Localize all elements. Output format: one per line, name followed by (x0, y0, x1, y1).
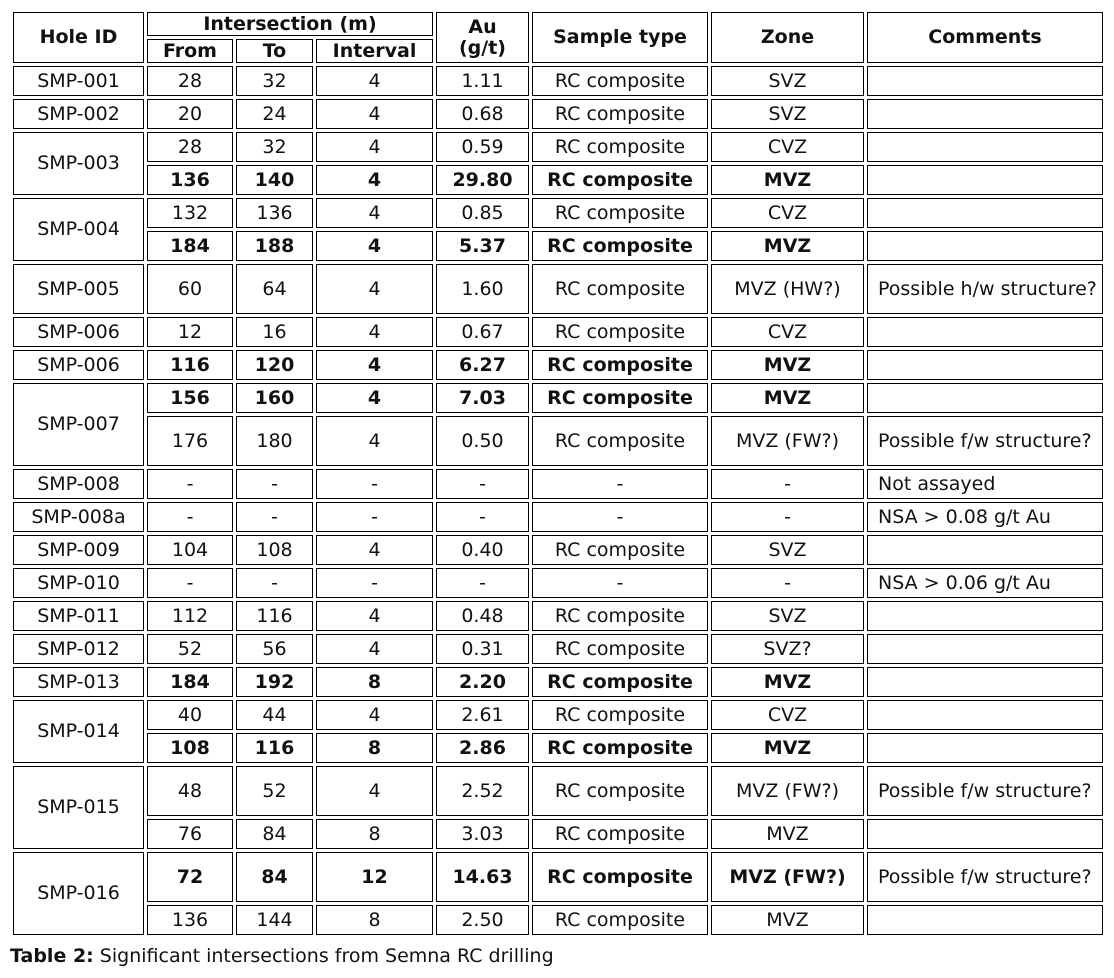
au-cell: 29.80 (436, 165, 529, 195)
from-cell: - (147, 469, 233, 499)
au-cell: 2.20 (436, 667, 529, 697)
from-cell: 108 (147, 733, 233, 763)
interval-cell: 8 (316, 905, 433, 935)
hole-id-cell: SMP-010 (13, 568, 144, 598)
comment-cell (867, 700, 1103, 730)
sample-type-cell: RC composite (532, 132, 708, 162)
sample-type-cell: RC composite (532, 416, 708, 466)
sample-type-cell: RC composite (532, 667, 708, 697)
interval-cell: 4 (316, 99, 433, 129)
comment-cell (867, 317, 1103, 347)
to-cell: 84 (236, 852, 313, 902)
from-cell: 76 (147, 819, 233, 849)
au-cell: 2.52 (436, 766, 529, 816)
hole-id-cell: SMP-015 (13, 766, 144, 849)
interval-cell: 4 (316, 231, 433, 261)
interval-cell: 8 (316, 733, 433, 763)
zone-cell: SVZ (711, 535, 864, 565)
zone-cell: SVZ (711, 99, 864, 129)
hole-id-cell: SMP-016 (13, 852, 144, 935)
sample-type-cell: RC composite (532, 733, 708, 763)
comment-cell: Possible f/w structure? (867, 852, 1103, 902)
zone-cell: CVZ (711, 700, 864, 730)
from-cell: 156 (147, 383, 233, 413)
zone-cell: - (711, 568, 864, 598)
from-cell: 104 (147, 535, 233, 565)
au-cell: 3.03 (436, 819, 529, 849)
from-cell: 136 (147, 905, 233, 935)
to-cell: 136 (236, 198, 313, 228)
zone-cell: MVZ (711, 819, 864, 849)
sample-type-cell: - (532, 568, 708, 598)
table-row (13, 634, 1103, 664)
interval-cell: 4 (316, 66, 433, 96)
au-cell: 0.67 (436, 317, 529, 347)
zone-cell: MVZ (711, 231, 864, 261)
comment-cell (867, 198, 1103, 228)
au-cell: - (436, 568, 529, 598)
sample-type-cell: RC composite (532, 165, 708, 195)
table-row (13, 819, 1103, 849)
zone-cell: SVZ? (711, 634, 864, 664)
interval-cell: 4 (316, 416, 433, 466)
table-row (13, 905, 1103, 935)
zone-cell: SVZ (711, 66, 864, 96)
to-cell: 24 (236, 99, 313, 129)
interval-cell: 4 (316, 132, 433, 162)
comment-cell: Not assayed (867, 469, 1103, 499)
comment-cell (867, 66, 1103, 96)
to-cell: 192 (236, 667, 313, 697)
to-cell: 180 (236, 416, 313, 466)
table-row (13, 469, 1103, 499)
au-cell: 14.63 (436, 852, 529, 902)
zone-cell: MVZ (711, 383, 864, 413)
au-cell: 6.27 (436, 350, 529, 380)
from-cell: 60 (147, 264, 233, 314)
to-cell: 56 (236, 634, 313, 664)
from-cell: 52 (147, 634, 233, 664)
to-cell: 116 (236, 601, 313, 631)
comment-cell: Possible f/w structure? (867, 766, 1103, 816)
sample-type-cell: RC composite (532, 852, 708, 902)
sample-type-cell: RC composite (532, 700, 708, 730)
sample-type-cell: RC composite (532, 317, 708, 347)
from-cell: 40 (147, 700, 233, 730)
header-hole-id: Hole ID (13, 12, 144, 63)
to-cell: - (236, 469, 313, 499)
hole-id-cell: SMP-014 (13, 700, 144, 763)
hole-id-cell: SMP-008a (13, 502, 144, 532)
au-cell: 0.48 (436, 601, 529, 631)
table-row (13, 383, 1103, 413)
zone-cell: MVZ (FW?) (711, 766, 864, 816)
caption-text: Significant intersections from Semna RC drilling (93, 945, 554, 967)
to-cell: 32 (236, 132, 313, 162)
interval-cell: - (316, 469, 433, 499)
from-cell: 116 (147, 350, 233, 380)
interval-cell: 4 (316, 535, 433, 565)
zone-cell: MVZ (711, 667, 864, 697)
table-row (13, 733, 1103, 763)
zone-cell: - (711, 469, 864, 499)
interval-cell: 4 (316, 700, 433, 730)
from-cell: 112 (147, 601, 233, 631)
table-row (13, 231, 1103, 261)
interval-cell: - (316, 568, 433, 598)
to-cell: 32 (236, 66, 313, 96)
au-cell: 5.37 (436, 231, 529, 261)
header-from: From (147, 39, 233, 63)
to-cell: 144 (236, 905, 313, 935)
table-row (13, 165, 1103, 195)
zone-cell: CVZ (711, 198, 864, 228)
interval-cell: 12 (316, 852, 433, 902)
au-cell: 2.61 (436, 700, 529, 730)
table-row (13, 198, 1103, 228)
zone-cell: MVZ (711, 350, 864, 380)
to-cell: 16 (236, 317, 313, 347)
from-cell: 20 (147, 99, 233, 129)
interval-cell: 4 (316, 601, 433, 631)
table-row (13, 264, 1103, 314)
comment-cell (867, 634, 1103, 664)
zone-cell: MVZ (711, 905, 864, 935)
au-cell: 1.60 (436, 264, 529, 314)
sample-type-cell: RC composite (532, 634, 708, 664)
from-cell: 184 (147, 231, 233, 261)
hole-id-cell: SMP-001 (13, 66, 144, 96)
hole-id-cell: SMP-006 (13, 350, 144, 380)
interval-cell: 4 (316, 634, 433, 664)
zone-cell: MVZ (711, 733, 864, 763)
interval-cell: 4 (316, 165, 433, 195)
to-cell: - (236, 568, 313, 598)
header-intersection: Intersection (m) (147, 12, 433, 36)
zone-cell: MVZ (FW?) (711, 852, 864, 902)
from-cell: 132 (147, 198, 233, 228)
to-cell: 108 (236, 535, 313, 565)
from-cell: 176 (147, 416, 233, 466)
comment-cell (867, 733, 1103, 763)
hole-id-cell: SMP-003 (13, 132, 144, 195)
comment-cell (867, 535, 1103, 565)
header-au-line2: (g/t) (459, 36, 506, 59)
au-cell: 2.50 (436, 905, 529, 935)
zone-cell: CVZ (711, 132, 864, 162)
comment-cell: NSA > 0.06 g/t Au (867, 568, 1103, 598)
from-cell: 28 (147, 66, 233, 96)
header-interval: Interval (316, 39, 433, 63)
au-cell: 0.59 (436, 132, 529, 162)
table-row (13, 766, 1103, 816)
au-cell: 0.50 (436, 416, 529, 466)
table-row (13, 317, 1103, 347)
sample-type-cell: - (532, 502, 708, 532)
interval-cell: 4 (316, 317, 433, 347)
sample-type-cell: RC composite (532, 905, 708, 935)
header-comments: Comments (867, 12, 1103, 63)
au-cell: 2.86 (436, 733, 529, 763)
table-caption (10, 945, 554, 967)
table-row (13, 667, 1103, 697)
table-row (13, 132, 1103, 162)
au-cell: 1.11 (436, 66, 529, 96)
comment-cell: NSA > 0.08 g/t Au (867, 502, 1103, 532)
from-cell: - (147, 568, 233, 598)
comment-cell (867, 165, 1103, 195)
to-cell: - (236, 502, 313, 532)
to-cell: 44 (236, 700, 313, 730)
comment-cell (867, 231, 1103, 261)
header-zone: Zone (711, 12, 864, 63)
to-cell: 64 (236, 264, 313, 314)
hole-id-cell: SMP-011 (13, 601, 144, 631)
au-cell: 7.03 (436, 383, 529, 413)
interval-cell: 4 (316, 350, 433, 380)
interval-cell: 4 (316, 383, 433, 413)
interval-cell: - (316, 502, 433, 532)
hole-id-cell: SMP-012 (13, 634, 144, 664)
zone-cell: CVZ (711, 317, 864, 347)
sample-type-cell: RC composite (532, 535, 708, 565)
au-cell: 0.40 (436, 535, 529, 565)
au-cell: 0.68 (436, 99, 529, 129)
caption-label: Table 2: (10, 945, 94, 967)
zone-cell: MVZ (HW?) (711, 264, 864, 314)
au-cell: 0.31 (436, 634, 529, 664)
to-cell: 160 (236, 383, 313, 413)
sample-type-cell: RC composite (532, 766, 708, 816)
comment-cell (867, 383, 1103, 413)
from-cell: 48 (147, 766, 233, 816)
interval-cell: 8 (316, 667, 433, 697)
table-row (13, 416, 1103, 466)
zone-cell: SVZ (711, 601, 864, 631)
au-cell: - (436, 469, 529, 499)
to-cell: 116 (236, 733, 313, 763)
from-cell: - (147, 502, 233, 532)
hole-id-cell: SMP-013 (13, 667, 144, 697)
zone-cell: - (711, 502, 864, 532)
table-row (13, 502, 1103, 532)
interval-cell: 8 (316, 819, 433, 849)
to-cell: 52 (236, 766, 313, 816)
hole-id-cell: SMP-002 (13, 99, 144, 129)
intersections-table (10, 9, 1106, 938)
from-cell: 28 (147, 132, 233, 162)
table-row (13, 535, 1103, 565)
header-au-line1: Au (468, 15, 497, 38)
table-header (13, 12, 1103, 63)
table-row (13, 700, 1103, 730)
sample-type-cell: RC composite (532, 231, 708, 261)
to-cell: 84 (236, 819, 313, 849)
au-cell: 0.85 (436, 198, 529, 228)
comment-cell: Possible h/w structure? (867, 264, 1103, 314)
hole-id-cell: SMP-008 (13, 469, 144, 499)
comment-cell: Possible f/w structure? (867, 416, 1103, 466)
sample-type-cell: RC composite (532, 819, 708, 849)
comment-cell (867, 99, 1103, 129)
from-cell: 72 (147, 852, 233, 902)
comment-cell (867, 667, 1103, 697)
hole-id-cell: SMP-005 (13, 264, 144, 314)
comment-cell (867, 132, 1103, 162)
sample-type-cell: RC composite (532, 264, 708, 314)
from-cell: 136 (147, 165, 233, 195)
comment-cell (867, 905, 1103, 935)
comment-cell (867, 601, 1103, 631)
header-au (436, 12, 529, 63)
table-row (13, 99, 1103, 129)
hole-id-cell: SMP-004 (13, 198, 144, 261)
interval-cell: 4 (316, 198, 433, 228)
table-row (13, 350, 1103, 380)
sample-type-cell: RC composite (532, 350, 708, 380)
au-cell: - (436, 502, 529, 532)
sample-type-cell: RC composite (532, 601, 708, 631)
table-row (13, 66, 1103, 96)
table-row (13, 568, 1103, 598)
interval-cell: 4 (316, 766, 433, 816)
sample-type-cell: RC composite (532, 198, 708, 228)
from-cell: 12 (147, 317, 233, 347)
hole-id-cell: SMP-007 (13, 383, 144, 466)
from-cell: 184 (147, 667, 233, 697)
zone-cell: MVZ (FW?) (711, 416, 864, 466)
sample-type-cell: - (532, 469, 708, 499)
header-to: To (236, 39, 313, 63)
interval-cell: 4 (316, 264, 433, 314)
zone-cell: MVZ (711, 165, 864, 195)
sample-type-cell: RC composite (532, 99, 708, 129)
hole-id-cell: SMP-006 (13, 317, 144, 347)
table-row (13, 601, 1103, 631)
table-body (13, 66, 1103, 935)
header-sample-type: Sample type (532, 12, 708, 63)
to-cell: 120 (236, 350, 313, 380)
sample-type-cell: RC composite (532, 66, 708, 96)
table-row (13, 852, 1103, 902)
comment-cell (867, 819, 1103, 849)
sample-type-cell: RC composite (532, 383, 708, 413)
to-cell: 188 (236, 231, 313, 261)
comment-cell (867, 350, 1103, 380)
to-cell: 140 (236, 165, 313, 195)
hole-id-cell: SMP-009 (13, 535, 144, 565)
